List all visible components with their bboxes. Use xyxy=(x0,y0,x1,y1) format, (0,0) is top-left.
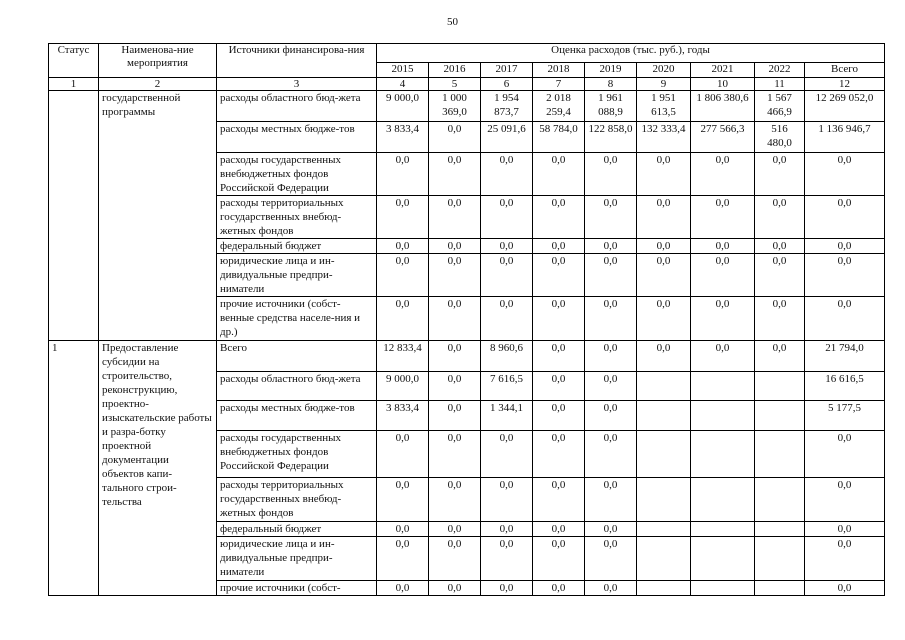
year-value-cell: 0,0 xyxy=(377,239,429,254)
column-number: 1 xyxy=(49,78,99,91)
funding-source-cell: расходы территориальных государственных внебюд-жетных фондов xyxy=(217,478,377,522)
year-cell: 2020 xyxy=(637,63,691,78)
year-value-cell: 0,0 xyxy=(481,478,533,522)
year-value-cell: 0,0 xyxy=(585,254,637,297)
year-value-cell xyxy=(637,537,691,581)
year-value-cell: 0,0 xyxy=(429,239,481,254)
year-value-cell xyxy=(755,372,805,401)
year-value-cell: 0,0 xyxy=(585,522,637,537)
header-sources: Источники финансирова-ния xyxy=(217,44,377,78)
budget-table xyxy=(48,43,885,596)
year-value-cell: 0,0 xyxy=(585,297,637,341)
total-value-cell: 16 616,5 xyxy=(805,372,885,401)
column-number: 4 xyxy=(377,78,429,91)
year-value-cell: 0,0 xyxy=(585,153,637,196)
year-value-cell: 0,0 xyxy=(533,431,585,478)
year-value-cell: 0,0 xyxy=(377,431,429,478)
year-value-cell: 1 961 088,9 xyxy=(585,91,637,122)
funding-source-cell: расходы государственных внебюджетных фондов Российской Федерации xyxy=(217,431,377,478)
year-value-cell: 9 000,0 xyxy=(377,91,429,122)
year-value-cell: 0,0 xyxy=(533,153,585,196)
year-value-cell: 0,0 xyxy=(533,478,585,522)
year-value-cell: 3 833,4 xyxy=(377,122,429,153)
year-value-cell xyxy=(691,401,755,431)
year-value-cell: 58 784,0 xyxy=(533,122,585,153)
header-name: Наименова-ние мероприятия xyxy=(99,44,217,78)
year-cell: 2018 xyxy=(533,63,585,78)
section-program-total xyxy=(49,91,885,341)
total-value-cell: 0,0 xyxy=(805,153,885,196)
year-value-cell: 0,0 xyxy=(429,478,481,522)
year-value-cell: 0,0 xyxy=(585,537,637,581)
year-value-cell: 0,0 xyxy=(585,239,637,254)
year-value-cell: 0,0 xyxy=(481,254,533,297)
total-value-cell: 0,0 xyxy=(805,239,885,254)
year-cell: 2017 xyxy=(481,63,533,78)
year-value-cell: 0,0 xyxy=(533,254,585,297)
year-value-cell: 0,0 xyxy=(481,297,533,341)
year-value-cell: 0,0 xyxy=(377,522,429,537)
year-value-cell: 0,0 xyxy=(481,431,533,478)
year-value-cell: 0,0 xyxy=(585,581,637,596)
year-value-cell: 0,0 xyxy=(637,341,691,372)
year-value-cell: 0,0 xyxy=(637,254,691,297)
year-value-cell xyxy=(691,431,755,478)
year-value-cell: 0,0 xyxy=(533,401,585,431)
year-value-cell: 0,0 xyxy=(429,153,481,196)
year-value-cell xyxy=(755,431,805,478)
year-value-cell: 0,0 xyxy=(481,581,533,596)
section-subsidy-activity xyxy=(49,341,885,596)
year-value-cell: 0,0 xyxy=(585,431,637,478)
total-value-cell: 0,0 xyxy=(805,196,885,239)
year-value-cell xyxy=(637,581,691,596)
year-value-cell xyxy=(691,372,755,401)
year-value-cell: 0,0 xyxy=(377,581,429,596)
year-value-cell: 0,0 xyxy=(429,581,481,596)
year-value-cell xyxy=(637,372,691,401)
table-row xyxy=(49,341,885,372)
year-value-cell: 0,0 xyxy=(377,254,429,297)
year-value-cell: 0,0 xyxy=(377,196,429,239)
total-value-cell: 5 177,5 xyxy=(805,401,885,431)
year-value-cell xyxy=(637,401,691,431)
year-cell: 2015 xyxy=(377,63,429,78)
column-number: 12 xyxy=(805,78,885,91)
year-value-cell: 0,0 xyxy=(429,431,481,478)
year-value-cell: 0,0 xyxy=(755,341,805,372)
year-value-cell: 0,0 xyxy=(755,196,805,239)
activity-name-cell: государственной программы xyxy=(99,91,217,341)
funding-source-cell: федеральный бюджет xyxy=(217,522,377,537)
year-value-cell: 0,0 xyxy=(377,153,429,196)
total-value-cell: 0,0 xyxy=(805,431,885,478)
year-value-cell: 8 960,6 xyxy=(481,341,533,372)
year-value-cell: 0,0 xyxy=(691,153,755,196)
total-value-cell: 12 269 052,0 xyxy=(805,91,885,122)
header-status: Статус xyxy=(49,44,99,78)
year-value-cell: 0,0 xyxy=(585,372,637,401)
year-cell: 2016 xyxy=(429,63,481,78)
year-value-cell: 0,0 xyxy=(429,537,481,581)
column-number: 2 xyxy=(99,78,217,91)
funding-source-cell: прочие источники (собст- xyxy=(217,581,377,596)
year-value-cell: 1 951 613,5 xyxy=(637,91,691,122)
total-value-cell: 0,0 xyxy=(805,537,885,581)
year-value-cell: 516 480,0 xyxy=(755,122,805,153)
year-value-cell: 0,0 xyxy=(429,522,481,537)
column-number: 11 xyxy=(755,78,805,91)
year-value-cell: 0,0 xyxy=(533,581,585,596)
year-value-cell xyxy=(691,522,755,537)
column-number: 3 xyxy=(217,78,377,91)
year-value-cell: 0,0 xyxy=(481,239,533,254)
year-value-cell: 1 344,1 xyxy=(481,401,533,431)
total-value-cell: 0,0 xyxy=(805,522,885,537)
year-cell-total: Всего xyxy=(805,63,885,78)
year-value-cell: 0,0 xyxy=(533,372,585,401)
status-cell xyxy=(49,91,99,341)
year-cell: 2021 xyxy=(691,63,755,78)
year-value-cell xyxy=(755,522,805,537)
year-value-cell: 0,0 xyxy=(637,239,691,254)
year-value-cell: 0,0 xyxy=(429,341,481,372)
year-value-cell: 12 833,4 xyxy=(377,341,429,372)
funding-source-cell: расходы областного бюд-жета xyxy=(217,372,377,401)
year-value-cell: 0,0 xyxy=(585,196,637,239)
year-value-cell: 122 858,0 xyxy=(585,122,637,153)
column-number: 10 xyxy=(691,78,755,91)
year-value-cell: 3 833,4 xyxy=(377,401,429,431)
year-value-cell: 0,0 xyxy=(481,522,533,537)
year-value-cell: 0,0 xyxy=(429,254,481,297)
year-value-cell: 0,0 xyxy=(533,196,585,239)
year-cell: 2019 xyxy=(585,63,637,78)
year-value-cell: 0,0 xyxy=(585,478,637,522)
table-row xyxy=(49,91,885,122)
year-value-cell xyxy=(637,431,691,478)
year-value-cell xyxy=(691,537,755,581)
column-number: 7 xyxy=(533,78,585,91)
year-value-cell: 0,0 xyxy=(377,478,429,522)
year-value-cell: 0,0 xyxy=(533,522,585,537)
year-value-cell: 7 616,5 xyxy=(481,372,533,401)
year-value-cell: 0,0 xyxy=(691,297,755,341)
page-number: 50 xyxy=(447,16,458,28)
year-value-cell: 1 567 466,9 xyxy=(755,91,805,122)
header-estimate: Оценка расходов (тыс. руб.), годы xyxy=(377,44,885,63)
year-value-cell: 0,0 xyxy=(585,401,637,431)
year-value-cell xyxy=(691,581,755,596)
year-value-cell: 0,0 xyxy=(585,341,637,372)
funding-source-cell: прочие источники (собст-венные средства населе-ния и др.) xyxy=(217,297,377,341)
funding-source-cell: расходы местных бюдже-тов xyxy=(217,122,377,153)
funding-source-cell: расходы территориальных государственных внебюд-жетных фондов xyxy=(217,196,377,239)
year-value-cell: 0,0 xyxy=(481,153,533,196)
total-value-cell: 0,0 xyxy=(805,254,885,297)
year-value-cell: 132 333,4 xyxy=(637,122,691,153)
funding-source-cell: федеральный бюджет xyxy=(217,239,377,254)
year-value-cell: 0,0 xyxy=(429,196,481,239)
year-value-cell: 0,0 xyxy=(755,297,805,341)
year-value-cell: 0,0 xyxy=(691,239,755,254)
total-value-cell: 0,0 xyxy=(805,297,885,341)
year-value-cell: 0,0 xyxy=(533,297,585,341)
funding-source-cell: расходы областного бюд-жета xyxy=(217,91,377,122)
year-value-cell xyxy=(755,581,805,596)
year-value-cell: 1 954 873,7 xyxy=(481,91,533,122)
year-value-cell: 277 566,3 xyxy=(691,122,755,153)
year-value-cell: 0,0 xyxy=(691,254,755,297)
year-value-cell: 25 091,6 xyxy=(481,122,533,153)
year-value-cell: 0,0 xyxy=(637,297,691,341)
year-value-cell: 0,0 xyxy=(377,537,429,581)
year-value-cell xyxy=(755,401,805,431)
year-value-cell: 0,0 xyxy=(755,153,805,196)
column-number: 9 xyxy=(637,78,691,91)
total-value-cell: 0,0 xyxy=(805,581,885,596)
total-value-cell: 0,0 xyxy=(805,478,885,522)
column-number: 8 xyxy=(585,78,637,91)
total-value-cell: 21 794,0 xyxy=(805,341,885,372)
year-value-cell xyxy=(755,478,805,522)
year-value-cell xyxy=(755,537,805,581)
activity-name-cell: Предоставление субсидии на строительство, реконструкцию, проектно-изыскательские работы и разра-ботку проектной документации объектов капи-тального строи-тельства xyxy=(99,341,217,596)
year-value-cell: 0,0 xyxy=(377,297,429,341)
year-value-cell: 0,0 xyxy=(481,196,533,239)
year-value-cell: 9 000,0 xyxy=(377,372,429,401)
total-value-cell: 1 136 946,7 xyxy=(805,122,885,153)
year-value-cell: 1 806 380,6 xyxy=(691,91,755,122)
funding-source-cell: расходы местных бюдже-тов xyxy=(217,401,377,431)
funding-source-cell: юридические лица и ин-дивидуальные предпри-ниматели xyxy=(217,254,377,297)
year-value-cell: 1 000 369,0 xyxy=(429,91,481,122)
year-value-cell xyxy=(637,478,691,522)
column-number: 5 xyxy=(429,78,481,91)
year-value-cell: 0,0 xyxy=(533,239,585,254)
year-value-cell: 0,0 xyxy=(429,122,481,153)
funding-source-cell: расходы государственных внебюджетных фондов Российской Федерации xyxy=(217,153,377,196)
year-value-cell: 0,0 xyxy=(481,537,533,581)
year-value-cell: 0,0 xyxy=(533,537,585,581)
funding-source-cell: юридические лица и ин-дивидуальные предпри-ниматели xyxy=(217,537,377,581)
year-cell: 2022 xyxy=(755,63,805,78)
year-value-cell: 0,0 xyxy=(429,372,481,401)
column-numbers-row xyxy=(49,78,885,91)
year-value-cell: 0,0 xyxy=(755,254,805,297)
year-value-cell xyxy=(691,478,755,522)
year-value-cell: 0,0 xyxy=(691,341,755,372)
year-value-cell: 0,0 xyxy=(429,401,481,431)
year-value-cell xyxy=(637,522,691,537)
year-value-cell: 0,0 xyxy=(755,239,805,254)
year-value-cell: 0,0 xyxy=(637,153,691,196)
year-value-cell: 0,0 xyxy=(637,196,691,239)
year-value-cell: 0,0 xyxy=(533,341,585,372)
funding-source-cell: Всего xyxy=(217,341,377,372)
status-cell: 1 xyxy=(49,341,99,596)
header-row-1 xyxy=(49,44,885,63)
year-value-cell: 2 018 259,4 xyxy=(533,91,585,122)
year-value-cell: 0,0 xyxy=(691,196,755,239)
column-number: 6 xyxy=(481,78,533,91)
year-value-cell: 0,0 xyxy=(429,297,481,341)
